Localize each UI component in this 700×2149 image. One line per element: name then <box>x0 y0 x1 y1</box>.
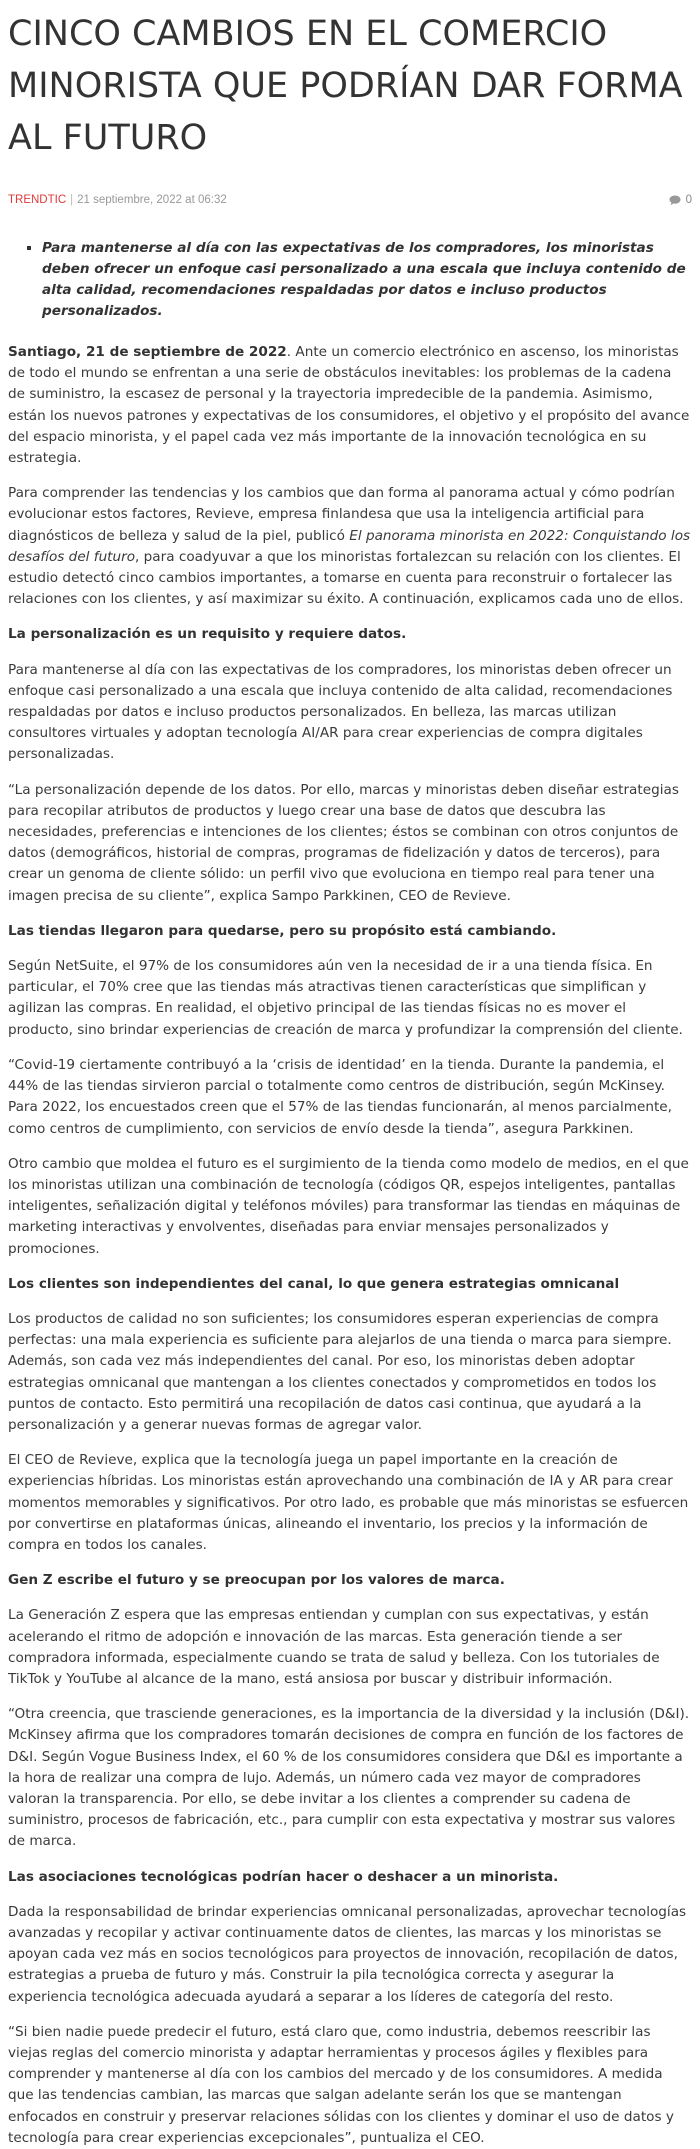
closing-quote-paragraph: “Si bien nadie puede predecir el futuro, está claro que, como industria, debemos reescribir las viejas reglas del comercio minorista y adaptar herramientas y procesos ágiles y flexibles para comprender y mantenerse al día con los cambios del mercado y de los consumidores. A medida que las tendencias cambian, las marcas que salgan adelante serán los que se mantengan enfocados en construir y preservar relaciones sólidas con los clientes y dominar el uso de datos y tecnología para crear experiencias excepcionales”, puntualiza el CEO. <box>8 2023 674 2146</box>
meta-left <box>8 194 227 206</box>
paragraph: La Generación Z espera que las empresas entiendan y cumplan con sus expectativas, y están acelerando el ritmo de adopción e innovación de las marcas. Esta generación tiende a ser compradora informada, especialmente cuando se trata de salud y belleza. Con los tutoriales de TikTok y YouTube al alcance de la mano, está ansiosa por buscar y distribuir información. <box>8 1607 660 1687</box>
section-heading-omnichannel: Los clientes son independientes del canal, lo que genera estrategias omnicanal <box>8 1275 620 1292</box>
paragraph: Dada la responsabilidad de brindar experiencias omnicanal personalizadas, aprovechar tecnologías avanzadas y recopilar y activar continuamente datos de clientes, las marcas y los minoristas se apoyan cada vez más en socios tecnológicos para proyectos de innovación, recopilación de datos, estrategias a prueba de futuro y más. Construir la pila tecnológica correcta y asegurar la experiencia tecnológica adecuada ayudará a separar a los líderes de categoría del resto. <box>8 1903 687 2005</box>
paragraph: Otro cambio que moldea el futuro es el surgimiento de la tienda como modelo de medios, en el que los minoristas utilizan una combinación de tecnología (códigos QR, espejos inteligentes, pantallas inteligentes, señalización digital y teléfonos móviles) para transformar las tiendas en máquinas de marketing interactivas y envolventes, diseñadas para enviar mensajes personalizados y promociones. <box>8 1155 689 1257</box>
article-meta <box>8 192 692 208</box>
section-heading-stores: Las tiendas llegaron para quedarse, pero su propósito está cambiando. <box>8 922 557 939</box>
paragraph: El CEO de Revieve, explica que la tecnología juega un papel importante en la creación de experiencias híbridas. Los minoristas están aprovechando una combinación de IA y AR para crear momentos memorables y significativos. Por otro lado, es probable que más minoristas se esfuercen por convertirse en plataformas únicas, alineando el inventario, los precios y la información de compra en todos los canales. <box>8 1452 689 1553</box>
comments-link[interactable] <box>669 194 692 206</box>
comment-count: 0 <box>685 194 692 206</box>
paragraph: Los productos de calidad no son suficientes; los consumidores esperan experiencias de compra perfectas: una mala experiencia es suficiente para alejarlos de una tienda o marca para siempre. Además, son cada vez más independientes del canal. Por eso, los minoristas deben adoptar estrategias omnicanal que mantengan a los clientes conectados y comprometidos en todos los puntos de contacto. Esto permitirá una recopilación de datos casi continua, que ayudará a la personalización y a generar nuevas formas de agregar valor. <box>8 1310 672 1433</box>
meta-separator: | <box>70 194 74 206</box>
intro-date: Santiago, 21 de septiembre de 2022 <box>8 344 287 360</box>
category-link[interactable]: TRENDTIC <box>8 194 67 206</box>
summary-list <box>8 238 692 322</box>
publish-date: 21 septiembre, 2022 at 06:32 <box>77 194 227 206</box>
report-title: El panorama minorista en 2022: Conquistando los desafíos del futuro <box>8 527 691 565</box>
quote-paragraph: “Otra creencia, que trasciende generaciones, es la importancia de la diversidad y la inclusión (D&I). McKinsey afirma que los compradores tomarán decisiones de compra en función de los factores de D&I. Según Vogue Business Index, el 60 % de los consumidores considera que D&I es importante a la hora de realizar una compra de lujo. Además, un número cada vez mayor de compradores valoran la transparencia. Por ello, se debe invitar a los clientes a comprender su cadena de suministro, procesos de fabricación, etc., para cumplir con esta expectativa y mostrar sus valores de marca. <box>8 1706 690 1850</box>
paragraph: Según NetSuite, el 97% de los consumidores aún ven la necesidad de ir a una tienda física. En particular, el 70% cree que las tiendas más atractivas tienen características que simplifican y agilizan las compras. En realidad, el objetivo principal de las tiendas físicas no es mover el producto, sino brindar experiencias de creación de marca y profundizar la comprensión del cliente. <box>8 958 683 1038</box>
quote-paragraph: “La personalización depende de los datos. Por ello, marcas y minoristas deben diseñar estrategias para recopilar atributos de productos y luego crear una base de datos que descubra las necesidades, preferencias e intenciones de los clientes; éstos se combinan con otros conjuntos de datos (demográficos, historial de compras, programas de fidelización y datos de terceros), para crear un genoma de cliente sólido: un perfil vivo que evoluciona en tiempo real para tener una imagen precisa de su cliente”, explica Sampo Parkkinen, CEO de Revieve. <box>8 781 679 904</box>
context-text-after: , para coadyuvar a que los minoristas fortalezcan su relación con los clientes. El estudio detectó cinco cambios importantes, a tomarse en cuenta para reconstruir o fortalecer las relaciones con los clientes, y así maximizar su éxito. A continuación, explicamos cada uno de ellos. <box>8 548 684 608</box>
context-paragraph <box>8 483 692 610</box>
comment-bubble-icon <box>669 195 681 206</box>
section-heading-tech-partners: Las asociaciones tecnológicas podrían hacer o deshacer a un minorista. <box>8 1868 559 1885</box>
intro-text: . Ante un comercio electrónico en ascenso, los minoristas de todo el mundo se enfrentan a una serie de obstáculos inevitables: los problemas de la cadena de suministro, la escasez de personal y la trayectoria impredecible de la pandemia. Asimismo, están los nuevos patrones y expectativas de los consumidores, el objetivo y el propósito del avance del espacio minorista, y el papel cada vez más importante de la innovación tecnológica en su estrategia. <box>8 344 690 467</box>
paragraph: Para mantenerse al día con las expectativas de los compradores, los minoristas deben ofrecer un enfoque casi personalizado a una escala que incluya contenido de alta calidad, recomendaciones respaldadas por datos e incluso productos personalizados. En belleza, las marcas utilizan consultores virtuales y adoptan tecnología AI/AR para crear experiencias de compra digitales personalizadas. <box>8 661 673 763</box>
context-text-before: Para comprender las tendencias y los cambios que dan forma al panorama actual y cómo podrían evolucionar estos factores, Revieve, empresa finlandesa que usa la inteligencia artificial para diagnósticos de belleza y salud de la piel, publicó <box>8 485 675 544</box>
quote-paragraph: “Covid-19 ciertamente contribuyó a la ‘crisis de identidad’ en la tienda. Durante la pandemia, el 44% de las tiendas sirvieron parcial o totalmente como centros de distribución, según McKinsey. Para 2022, los encuestados creen que el 57% de las tiendas funcionarán, al menos parcialmente, como centros de cumplimiento, con servicios de envío desde la tienda”, asegura Parkkinen. <box>8 1056 672 1137</box>
summary-item: ▪ Para mantenerse al día con las expectativas de los compradores, los minoristas deben ofrecer un enfoque casi personalizado a una escala que incluya contenido de alta calidad, recomendaciones respaldadas por datos e incluso productos personalizados. <box>42 238 692 322</box>
intro-paragraph <box>8 342 692 469</box>
article-title: CINCO CAMBIOS EN EL COMERCIO MINORISTA QUE PODRÍAN DAR FORMA AL FUTURO <box>8 14 683 158</box>
section-heading-personalization: La personalización es un requisito y requiere datos. <box>8 626 407 643</box>
section-heading-gen-z: Gen Z escribe el futuro y se preocupan por los valores de marca. <box>8 1572 505 1589</box>
